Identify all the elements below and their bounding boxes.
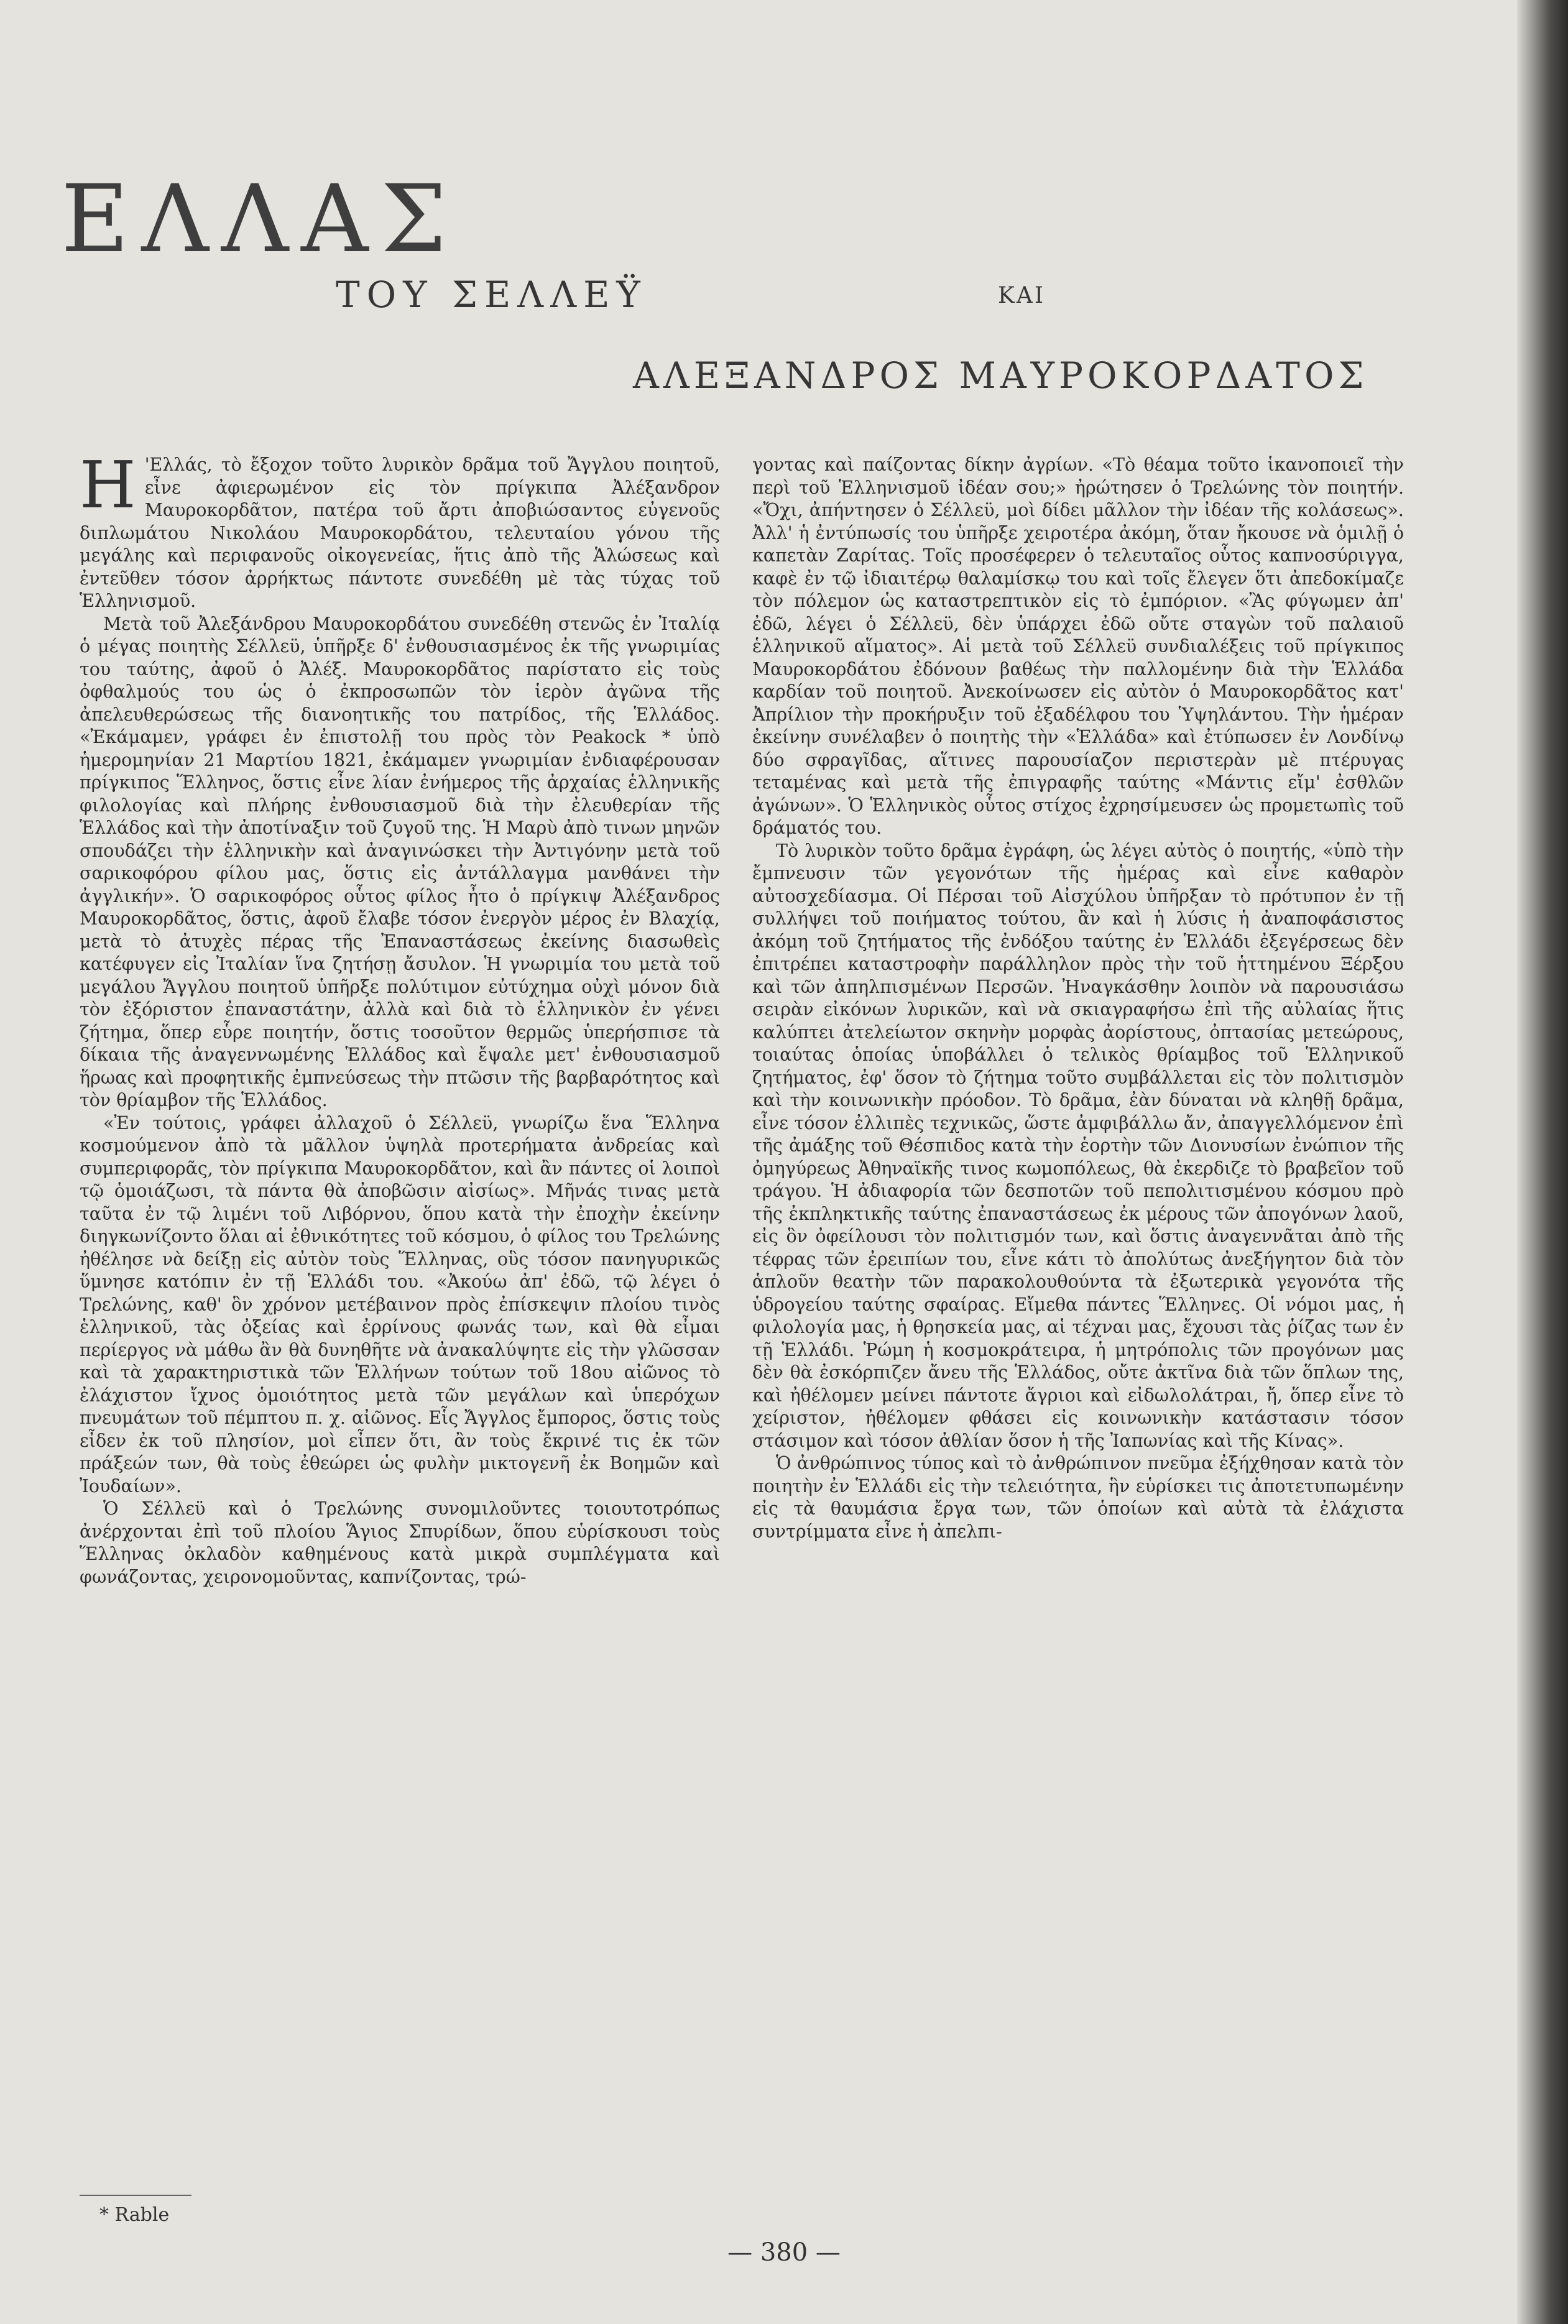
paragraph: Ὁ ἀνθρώπινος τύπος καὶ τὸ ἀνθρώπινον πνεῦμα ἐξήχθησαν κατὰ τὸν ποιητὴν ἐν Ἑλλάδι εἰς τὴν τελειότητα, ἣν εὑρίσκει τις ἀποτετυπωμένην εἰς τὰ θαυμάσια ἔργα των, τῶν ὁποίων καὶ αὐτὰ τὰ ἐλάχιστα συντρίμματα εἶνε ἡ ἀπελπι- [752,1453,1404,1542]
footnote: * Rable [99,2204,170,2226]
article-title: ΕΛΛΑΣ [61,165,459,274]
footnote-divider [80,2195,191,2196]
paragraph: Ὁ Σέλλεϋ καὶ ὁ Τρελώνης συνομιλοῦντες τοιουτοτρόπως ἀνέρχονται ἐπὶ τοῦ πλοίου Ἅγιος Σπυρίδων, ὅπου εὑρίσκουσι τοὺς Ἕλληνας ὀκλαδὸν καθημένους κατὰ μικρὰ συμπλέγματα καὶ φωνάζοντας, χειρονομοῦντας, καπνίζοντας, τρώ- [80,1498,720,1587]
title-conjunction: ΚΑΙ [998,283,1046,308]
paragraph: Μετὰ τοῦ Ἀλεξάνδρου Μαυροκορδάτου συνεδέθη στενῶς ἐν Ἰταλίᾳ ὁ μέγας ποιητὴς Σέλλεϋ, ὑπῆρξε δ' ἐνθουσιασμένος ἐκ τῆς γνωριμίας του ταύτης, ἀφοῦ ὁ Ἀλέξ. Μαυροκορδᾶτος παρίστατο εἰς τοὺς ὀφθαλμούς του ὡς ὁ ἐκπροσωπῶν τὸν ἱερὸν ἀγῶνα τῆς ἀπελευθερώσεως τῆς διανοητικῆς του πατρίδος, τῆς Ἑλλάδος. «Ἐκάμαμεν, γράφει ἐν ἐπιστολῇ του πρὸς τὸν Peakock * ὑπὸ ἡμερομηνίαν 21 Μαρτίου 1821, ἐκάμαμεν γνωριμίαν ἐνδιαφέρουσαν πρίγκιπος Ἕλληνος, ὅστις εἶνε λίαν ἐνήμερος τῆς ἀρχαίας ἑλληνικῆς φιλολογίας καὶ πλήρης ἐνθουσιασμοῦ διὰ τὴν ἐλευθερίαν τῆς Ἑλλάδος καὶ τὴν ἀποτίναξιν τοῦ ζυγοῦ της. Ἡ Μαρὺ ἀπὸ τινων μηνῶν σπουδάζει τὴν ἑλληνικὴν καὶ ἀναγινώσκει τὴν Ἀντιγόνην μετὰ τοῦ σαρικοφόρου φίλου μας, ὅστις εἰς ἀντάλλαγμα μανθάνει τὴν ἀγγλικήν». Ὁ σαρικοφόρος οὗτος φίλος ἦτο ὁ πρίγκιψ Ἀλέξανδρος Μαυροκορδᾶτος, ὅστις, ἀφοῦ ἔλαβε τόσον ἐνεργὸν μέρος ἐν Βλαχίᾳ, μετὰ τὸ ἀτυχὲς πέρας τῆς Ἐπαναστάσεως ἐκείνης διασωθεὶς κατέφυγεν εἰς Ἰταλίαν ἵνα ζητήσῃ ἄσυλον. Ἡ γνωριμία του μετὰ τοῦ μεγάλου Ἄγγλου ποιητοῦ ὑπῆρξε πολύτιμον εὐτύχημα οὐχὶ μόνον διὰ τὸν ἐξόριστον ἐπαναστάτην, ἀλλὰ καὶ διὰ τὸ ἑλληνικὸν ἐν γένει ζήτημα, ὅπερ εὗρε ποιητήν, ὅστις τοσοῦτον θερμῶς ὑπερήσπισε τὰ δίκαια τῆς ἀναγεννωμένης Ἑλλάδος καὶ ἔψαλε μετ' ἐνθουσιασμοῦ ἥρωας καὶ προφητικῆς ἐμπνεύσεως τὴν πτῶσιν τῆς βαρβαρότητος καὶ τὸν θρίαμβον τῆς Ἑλλάδος. [80,613,720,1110]
page-number: — 380 — [727,2238,841,2267]
paragraph: Τὸ λυρικὸν τοῦτο δρᾶμα ἐγράφη, ὡς λέγει αὐτὸς ὁ ποιητής, «ὑπὸ τὴν ἔμπνευσιν τῶν γεγονότων τῆς ἡμέρας καὶ εἶνε καθαρὸν αὐτοσχεδίασμα. Οἱ Πέρσαι τοῦ Αἰσχύλου ὑπῆρξαν τὸ πρότυπον ἐν τῇ συλλήψει τοῦ ποιήματος τούτου, ἂν καὶ ἡ λύσις ἡ ἀναποφάσιστος ἀκόμη τοῦ ζητήματος τῆς ἐνδόξου ταύτης ἐν Ἑλλάδι ἐξεγέρσεως δὲν ἐπιτρέπει καταστροφὴν παράλληλον πρὸς τὴν τοῦ ἡττημένου Ξέρξου καὶ τῶν ἀπηλπισμένων Περσῶν. Ἠναγκάσθην λοιπὸν νὰ παρουσιάσω σειρὰν εἰκόνων λυρικῶν, καὶ νὰ σκιαγραφήσω ἐπὶ τῆς αὐλαίας ἥτις καλύπτει ἀτελείωτον σκηνὴν μορφὰς ἀορίστους, ὀπτασίας μετεώρους, τοιαύτας ὁποίας ὑποβάλλει ὁ τελικὸς θρίαμβος τοῦ Ἑλληνικοῦ ζητήματος, ἐφ' ὅσον τὸ ζήτημα τοῦτο συμβάλλεται εἰς τὸν πολιτισμὸν καὶ τὴν κοινωνικὴν πρόοδον. Τὸ δρᾶμα, ἐὰν δύναται νὰ κληθῇ δρᾶμα, εἶνε τόσον ἐλλιπὲς τεχνικῶς, ὥστε ἀμφιβάλλω ἄν, ἀπαγγελλόμενον ἐπὶ τῆς ἀμάξης τοῦ Θέσπιδος κατὰ τὴν ἑορτὴν τῶν Διονυσίων ἐνώπιον τῆς ὀμηγύρεως Ἀθηναϊκῆς τινος κωμοπόλεως, θὰ ἐκερδιζε τὸ βραβεῖον τοῦ τράγου. Ἡ ἀδιαφορία τῶν δεσποτῶν τοῦ πεπολιτισμένου κόσμου πρὸ τῆς ἐκπληκτικῆς ταύτης ἐπαναστάσεως ἐκ μέρους τῶν ἀπογόνων λαοῦ, εἰς ὃν ὀφείλουσι τὸν πολιτισμόν των, καὶ ὅστις ἀναγεννᾶται ἀπὸ τῆς τέφρας τῶν ἐρειπίων του, εἶνε κάτι τὸ ἀπολύτως ἀνεξήγητον διὰ τὸν ἁπλοῦν θεατὴν τῶν παρακολουθούντα τὰ ἐξωτερικὰ γεγονότα τῆς ὑδρογείου ταύτης σφαίρας. Εἴμεθα πάντες Ἕλληνες. Οἱ νόμοι μας, ἡ φιλολογία μας, ἡ θρησκεία μας, αἱ τέχναι μας, ἔχουσι τὰς ῥίζας των ἐν τῇ Ἑλλάδι. Ῥώμη ἡ κοσμοκράτειρα, ἡ μητρόπολις τῶν προγόνων μας δὲν θὰ ἐσκόρπιζεν ἄνευ τῆς Ἑλλάδος, οὔτε ἀκτῖνα διὰ τῶν ὅπλων της, καὶ ἠθέλομεν μείνει πάντοτε ἄγριοι καὶ εἰδωλολάτραι, ἤ, ὅπερ εἶνε τὸ χείριστον, ἠθέλομεν φθάσει εἰς κοινωνικὴν κατάστασιν τόσον στάσιμον καὶ τόσον ἀθλίαν ὅσον ἡ τῆς Ἰαπωνίας καὶ τῆς Κίνας». [752,840,1404,1451]
book-binding-shadow [1517,0,1568,2324]
paragraph: «Ἐν τούτοις, γράφει ἀλλαχοῦ ὁ Σέλλεϋ, γνωρίζω ἕνα Ἕλληνα κοσμούμενον ἀπὸ τὰ μᾶλλον ὑψηλὰ προτερήματα ἀνδρείας καὶ συμπεριφορᾶς, τὸν πρίγκιπα Μαυροκορδᾶτον, καὶ ἂν πάντες οἱ λοιποὶ τῷ ὁμοιάζωσι, τὰ πάντα θὰ ἀποβῶσιν αἰσίως». Μῆνάς τινας μετὰ ταῦτα ἐν τῷ λιμένι τοῦ Λιβόρνου, ὅπου κατὰ τὴν ἐποχὴν ἐκείνην διηγκωνίζοντο ὅλαι αἱ ἐθνικότητες τοῦ κόσμου, ὁ φίλος του Τρελώνης ἠθέλησε νὰ δείξῃ εἰς αὐτὸν τοὺς Ἕλληνας, οὓς τόσον πανηγυρικῶς ὕμνησε κατόπιν ἐν τῇ Ἑλλάδι του. «Ἀκούω ἀπ' ἐδῶ, τῷ λέγει ὁ Τρελώνης, καθ' ὃν χρόνον μετέβαινον πρὸς ἐπίσκεψιν πλοίου τινὸς ἑλληνικοῦ, τὰς ὀξείας καὶ ἐρρίνους φωνάς των, καὶ θὰ εἶμαι περίεργος νὰ μάθω ἂν θὰ δυνηθῆτε νὰ ἀνακαλύψητε εἰς τὴν γλῶσσαν καὶ τὰ χαρακτηριστικὰ τῶν Ἑλλήνων τούτων τοῦ 18ου αἰῶνος τὸ ἐλάχιστον ἴχνος ὁμοιότητος μετὰ τῶν μεγάλων καὶ ὑπερόχων πνευμάτων τοῦ πέμπτου π. χ. αἰῶνος. Εἷς Ἄγγλος ἔμπορος, ὅστις τοὺς εἶδεν ἐκ τοῦ πλησίον, μοὶ εἶπεν ὅτι, ἂν τοὺς ἔκρινέ τις ἐκ τῶν πράξεών των, θὰ τοὺς ἐθεώρει ὡς φυλὴν μικτογενῆ ἐκ Βοημῶν καὶ Ἰουδαίων». [80,1112,720,1496]
right-text-column [752,454,1404,1543]
paragraph-text: 'Ελλάς, τὸ ἔξοχον τοῦτο λυρικὸν δρᾶμα τοῦ Ἄγγλου ποιητοῦ, εἶνε ἀφιερωμένον εἰς τὸν πρίγκιπα Ἀλέξανδρον Μαυροκορδᾶτον, πατέρα τοῦ ἄρτι ἀποβιώσαντος εὐγενοῦς διπλωμάτου Νικολάου Μαυροκορδάτου, τελευταίου γόνου τῆς μεγάλης καὶ περιφανοῦς οἰκογενείας, ἥτις ἀπὸ τῆς Ἁλώσεως καὶ ἐντεῦθεν τόσον ἀρρήκτως πάντοτε συνεδέθη μὲ τὰς τύχας τοῦ Ἑλληνισμοῦ. [80,454,720,611]
paragraph: γοντας καὶ παίζοντας δίκην ἀγρίων. «Τὸ θέαμα τοῦτο ἱκανοποιεῖ τὴν περὶ τοῦ Ἑλληνισμοῦ ἰδέαν σου;» ἠρώτησεν ὁ Τρελώνης τὸν ποιητήν. «Ὄχι, ἀπήντησεν ὁ Σέλλεϋ, μοὶ δίδει μᾶλλον τὴν ἰδέαν τῆς κολάσεως». Ἀλλ' ἡ ἐντύπωσίς του ὑπῆρξε χειροτέρα ἀκόμη, ὅταν ἤκουσε νὰ ὁμιλῇ ὁ καπετὰν Ζαρίτας. Τοῖς προσέφερεν ὁ τελευταῖος οὗτος καπνοσύριγγα, καφὲ ἐν τῷ ἰδιαιτέρῳ θαλαμίσκῳ του καὶ τοῖς ἔλεγεν ὅτι ἀπεδοκίμαζε τὸν πόλεμον ὡς καταστρεπτικὸν εἰς τὸ ἐμπόριον. «Ἂς φύγωμεν ἀπ' ἐδῶ, λέγει ὁ Σέλλεϋ, δὲν ὑπάρχει ἐδῶ οὔτε σταγὼν τοῦ παλαιοῦ ἑλληνικοῦ αἵματος». Αἱ μετὰ τοῦ Σέλλεϋ συνδιαλέξεις τοῦ πρίγκιπος Μαυροκορδάτου ἐδόνουν βαθέως τὴν παλλομένην διὰ τὴν Ἑλλάδα καρδίαν τοῦ ποιητοῦ. Ἀνεκοίνωσεν εἰς αὐτὸν ὁ Μαυροκορδᾶτος κατ' Ἀπρίλιον τὴν προκήρυξιν τοῦ ἐξαδέλφου του Ὑψηλάντου. Τὴν ἡμέραν ἐκείνην συνέλαβεν ὁ ποιητὴς τὴν «Ἑλλάδα» καὶ ἐτύπωσεν ἐν Λονδίνῳ δύο σφραγῖδας, αἵτινες παρουσίαζον περιστερὰν μὲ πτέρυγας τεταμένας καὶ μετὰ τῆς ἐπιγραφῆς ταύτης «Μάντις εἴμ' ἐσθλῶν ἀγώνων». Ὁ Ἑλληνικὸς οὗτος στίχος ἐχρησίμευσεν ὡς προμετωπὶς τοῦ δράματός του. [752,454,1404,838]
article-subtitle: ΤΟΥ ΣΕΛΛΕΫ [336,274,647,316]
paragraph [80,447,720,613]
drop-cap: Η [80,447,136,523]
article-name-heading: ΑΛΕΞΑΝΔΡΟΣ ΜΑΥΡΟΚΟΡΔΑΤΟΣ [633,354,1368,397]
left-text-column [80,447,720,1589]
